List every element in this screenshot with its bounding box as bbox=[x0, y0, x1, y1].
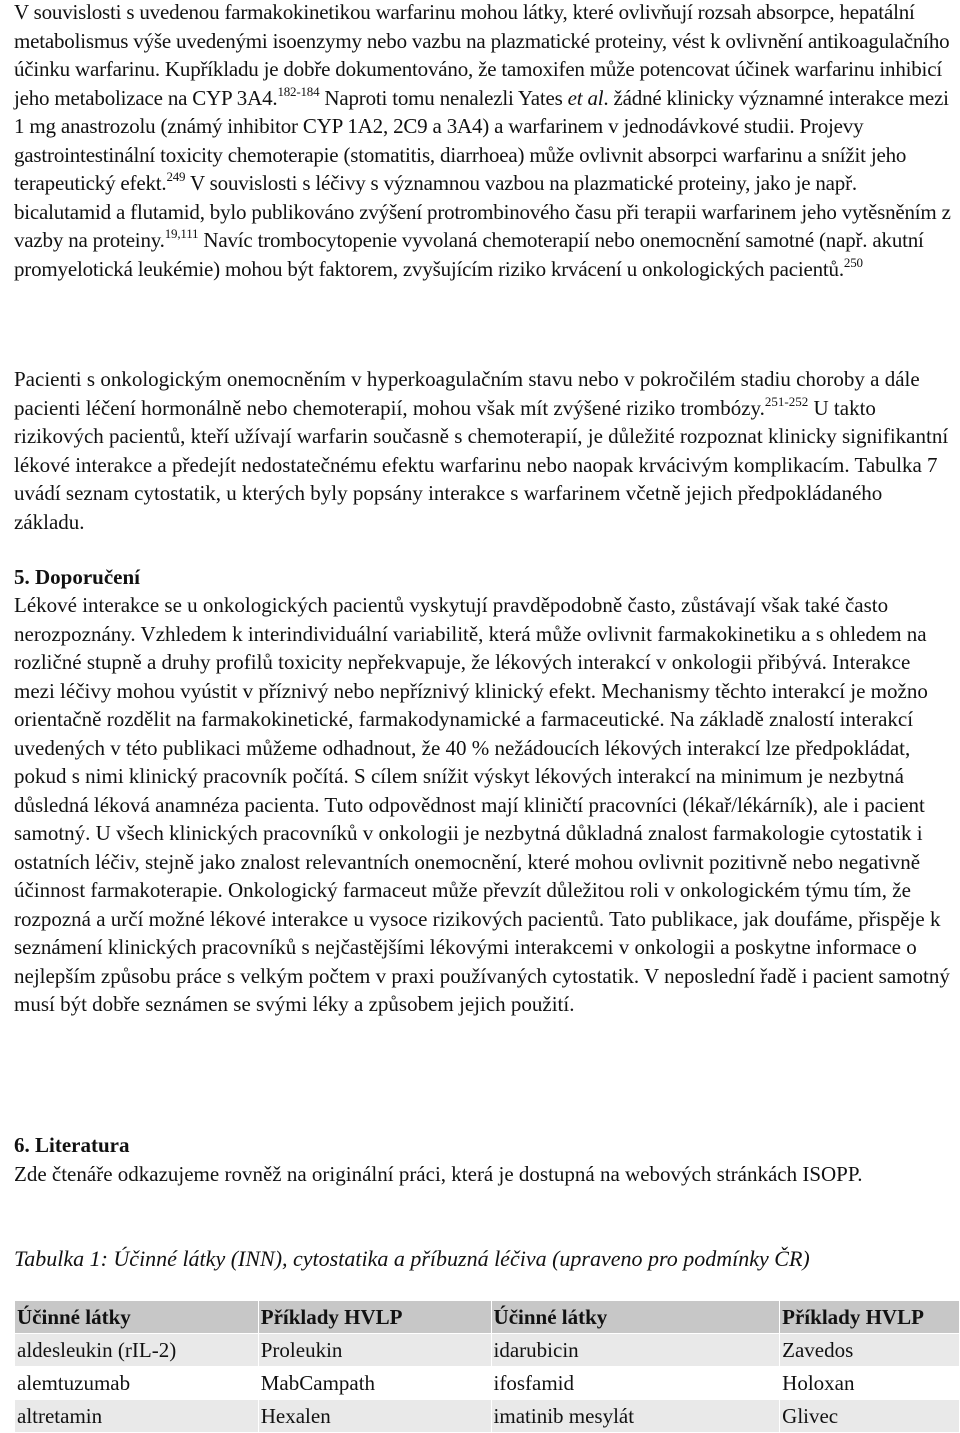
table-cell: Zavedos bbox=[780, 1334, 960, 1367]
text: . žádné klinicky významné interakce mezi 1 mg anastrozolu (známý inhibitor CYP 1A2, 2C9 a 3A4) a warfarinem v jednodávkové studii. Projevy gastrointestinální toxicity chemoterapie (stomatitis, diarrhoea) může ovlivnit absorpci warfarinu a snížit jeho terapeutický efekt. bbox=[14, 85, 949, 195]
table-cell: altretamin bbox=[15, 1400, 259, 1433]
text: Naproti tomu nenalezli Yates bbox=[319, 85, 568, 110]
table-row bbox=[15, 1400, 960, 1433]
paragraph-warfarin-interactions bbox=[14, 0, 952, 283]
table-cell: MabCampath bbox=[258, 1367, 491, 1400]
table-cell: idarubicin bbox=[491, 1334, 780, 1367]
column-header: Příklady HVLP bbox=[780, 1301, 960, 1334]
column-header: Příklady HVLP bbox=[258, 1301, 491, 1334]
table-row bbox=[15, 1334, 960, 1367]
paragraph-literature: Zde čtenáře odkazujeme rovněž na originální práci, která je dostupná na webových stránkách ISOPP. bbox=[14, 1162, 863, 1186]
table-cell: ifosfamid bbox=[491, 1367, 780, 1400]
paragraph-recommendations: Lékové interakce se u onkologických pacientů vyskytují pravděpodobně často, zůstávají však také často nerozpoznány. Vzhledem k interindividuální variabilitě, která může ovlivnit farmakokinetiku a s ohledem na rozličné stupně a druhy profilů toxicity nepřekvapuje, že lékových interakcí v onkologii přibývá. Interakce mezi léčivy mohou vyústit v příznivý nebo nepříznivý klinický efekt. Mechanismy těchto interakcí je možno orientačně rozdělit na farmakokinetické, farmakodynamické a farmaceutické. Na základě znalostí interakcí uvedených v této publikaci můžeme odhadnout, že 40 % nežádoucích lékových interakcí lze předpokládat, pokud s nimi klinický pracovník počítá. S cílem snížit výskyt lékových interakcí na minimum je nezbytná důsledná léková anamnéza pacienta. Tuto odpovědnost mají kliničtí pracovníci (lékař/lékárník), ale i pacient samotný. U všech klinických pracovníků v onkologii je nezbytná důkladná znalost farmakologie cytostatik i ostatních léčiv, stejně jako znalost relevantních onemocnění, které mohou ovlivnit pozitivně nebo negativně účinnost farmakoterapie. Onkologický farmaceut může převzít důležitou roli v onkologickém týmu tím, že rozpozná a určí možné lékové interakce u vysoce rizikových pacientů. Tato publikace, jak doufáme, přispěje k seznámení klinických pracovníků s nejčastějšími lékovými interakcemi v onkologii a poskytne informace o nejlepším způsobu práce s velkým počtem v praxi používaných cytostatik. V neposlední řadě i pacient samotný musí být dobře seznámen se svými léky a způsobem jejich použití. bbox=[14, 593, 950, 1016]
citation: 249 bbox=[166, 169, 186, 184]
table-cell: Holoxan bbox=[780, 1367, 960, 1400]
table-cell: imatinib mesylát bbox=[491, 1400, 780, 1433]
citation: 19,111 bbox=[164, 226, 199, 241]
text: Pacienti s onkologickým onemocněním v hyperkoagulačním stavu nebo v pokročilém stadiu choroby a dále pacienti léčení hormonálně nebo chemoterapií, mohou však mít zvýšené riziko trombózy. bbox=[14, 367, 920, 420]
section-heading-literature: 6. Literatura bbox=[14, 1133, 130, 1157]
table-cell: aldesleukin (rIL-2) bbox=[15, 1334, 259, 1367]
text: U takto rizikových pacientů, kteří užívají warfarin současně s chemoterapií, je důležité rozpoznat klinicky signifikantní lékové interakce a předejít nedostatečnému efektu warfarinu nebo naopak krvácivým komplikacím. Tabulka 7 uvádí seznam cytostatik, u kterých byly popsány interakce s warfarinem včetně jejich předpokládaného základu. bbox=[14, 395, 949, 534]
text: V souvislosti s uvedenou farmakokinetikou warfarinu mohou látky, které ovlivňují rozsah absorpce, hepatální metabolismus výše uvedenými isoenzymy nebo vazbu na plazmatické proteiny, vést k ovlivnění antikoagulačního účinku warfarinu. Kupříkladu je dobře dokumentováno, že tamoxifen může potencovat účinek warfarinu inhibicí jeho metabolizace na CYP 3A4. bbox=[14, 0, 950, 110]
text-italic: et al bbox=[567, 85, 604, 110]
text: V souvislosti s léčivy s významnou vazbou na plazmatické proteiny, jako je např. bicalutamid a flutamid, bylo publikováno zvýšení protrombinového času při terapii warfarinem jeho vytěsněním z vazby na proteiny. bbox=[14, 171, 951, 252]
table-header-row bbox=[15, 1301, 960, 1334]
table-row bbox=[15, 1367, 960, 1400]
column-header: Účinné látky bbox=[15, 1301, 259, 1334]
paragraph-thrombosis-risk bbox=[14, 365, 952, 536]
table-cell: Proleukin bbox=[258, 1334, 491, 1367]
citation: 250 bbox=[843, 254, 863, 270]
citation: 182-184 bbox=[277, 83, 320, 99]
column-header: Účinné látky bbox=[491, 1301, 780, 1334]
table-cell: Glivec bbox=[780, 1400, 960, 1433]
table-caption: Tabulka 1: Účinné látky (INN), cytostatika a příbuzná léčiva (upraveno pro podmínky ČR) bbox=[14, 1246, 810, 1271]
drug-table bbox=[14, 1300, 960, 1433]
citation: 251-252 bbox=[764, 393, 809, 409]
table-cell: Hexalen bbox=[258, 1400, 491, 1433]
section-heading-recommendations: 5. Doporučení bbox=[14, 565, 140, 589]
table-cell: alemtuzumab bbox=[15, 1367, 259, 1400]
text: Navíc trombocytopenie vyvolaná chemoterapií nebo onemocnění samotné (např. akutní promyelotická leukémie) mohou být faktorem, zvyšujícím riziko krvácení u onkologických pacientů. bbox=[14, 228, 924, 281]
